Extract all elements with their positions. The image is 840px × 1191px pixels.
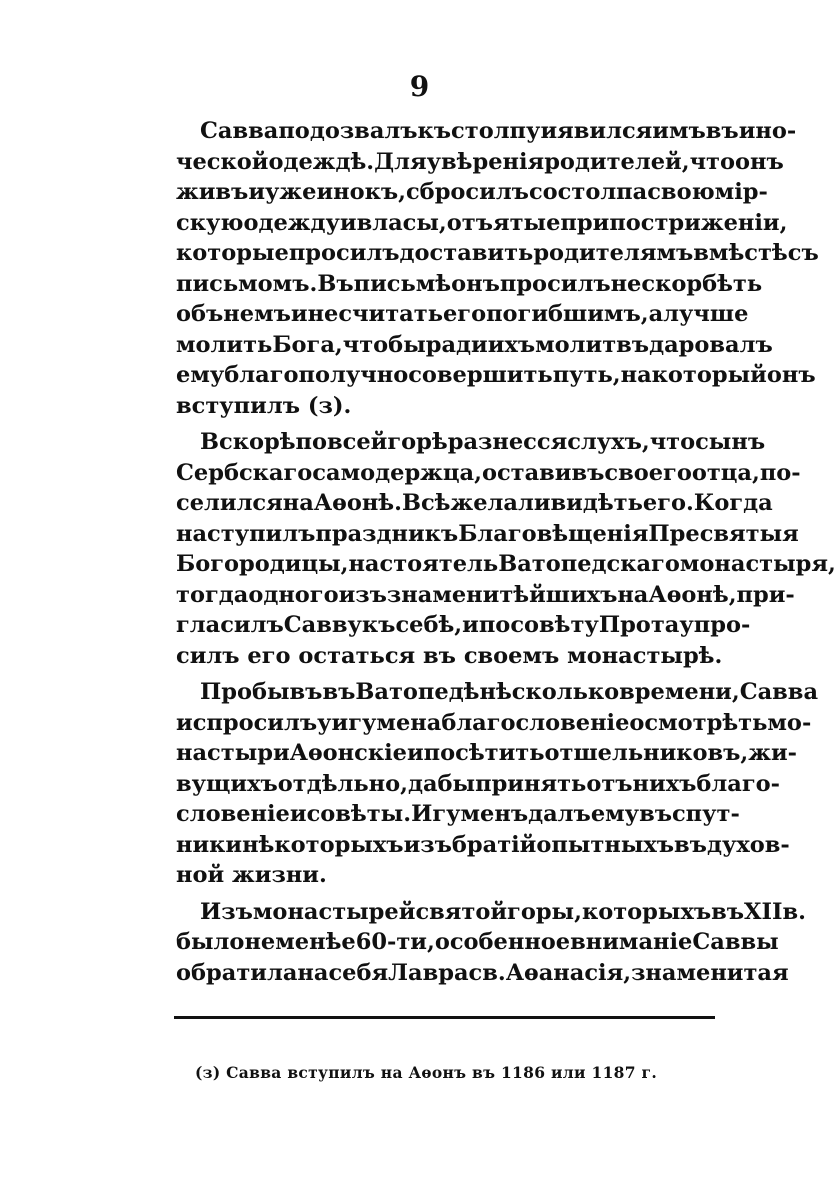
text-line: Вскорѣ по всей горѣ разнесся слухъ, что сынъ [200, 429, 766, 455]
text-line: Сербскаго самодержца, оставивъ своего отца, по- [176, 459, 801, 486]
text-line: живъ и уже инокъ, сбросилъ со столпа свою мір- [176, 179, 768, 205]
footnote: (з) Савва вступилъ на Аѳонъ въ 1186 или 1187 г. [195, 1063, 658, 1082]
text-line: молить Бога, чтобы ради ихъ молитвъ даровалъ [176, 331, 773, 358]
text-line: наступилъ праздникъ Благовѣщенія Пресвятыя [176, 520, 799, 547]
text-line: объ немъ и не считать его погибшимъ, а лучше [176, 301, 749, 327]
text-line: ческой одеждѣ. Для увѣренія родителей, что онъ [176, 148, 784, 175]
paragraph [176, 116, 819, 421]
text-line: словеніе и совѣты. Игуменъ далъ ему въ спут- [176, 801, 740, 827]
text-line: гласилъ Савву къ себѣ, и по совѣту Прота упро- [176, 612, 751, 638]
footnote-rule [174, 1016, 715, 1019]
text-line: испросилъ у игумена благословеніе осмотрѣть мо- [176, 709, 812, 736]
text-line: настыри Аѳонскіе и посѣтить отшельниковъ, жи- [176, 740, 797, 766]
text-line: вступилъ (з). [176, 392, 352, 419]
text-line: вущихъ отдѣльно, дабы принять отъ нихъ благо- [176, 770, 780, 797]
text-line: было не менѣе 60-ти, особенное вниманіе Саввы [176, 929, 779, 955]
text-line: ему благополучно совершить путь, на который онъ [176, 362, 816, 388]
text-line: Савва подозвалъ къ столпу и явился имъ въ ино- [200, 118, 797, 144]
text-line: ной жизни. [176, 862, 327, 888]
paragraph [176, 897, 807, 989]
text-line: скую одежду и власы, отъятые при постриженіи, [176, 209, 788, 236]
text-line: письмомъ. Въ письмѣ онъ просилъ не скорбѣть [176, 270, 763, 297]
text-line: ники нѣкоторыхъ изъ братій опытныхъ въ духов- [176, 831, 790, 858]
text-line: силъ его остаться въ своемъ монастырѣ. [176, 642, 723, 669]
text-line: Пробывъ въ Ватопедѣ нѣсколько времени, Савва [200, 679, 819, 705]
page-number: 9 [409, 70, 431, 103]
text-line: селился на Аѳонѣ. Всѣ желали видѣть его. Когда [176, 490, 773, 516]
body-text [176, 116, 836, 994]
text-line: которые просилъ доставить родителямъ вмѣстѣ съ [176, 240, 819, 266]
text-line: обратила на себя Лавра св. Аѳанасія, знаменитая [176, 959, 789, 986]
text-line: тогда одного изъ знаменитѣйшихъ на Аѳонѣ, при- [176, 581, 795, 608]
paragraph [176, 677, 819, 891]
text-line: Изъ монастырей святой горы, которыхъ въ XII в. [200, 898, 807, 925]
paragraph [176, 427, 836, 671]
text-line: Богородицы, настоятель Ватопедскаго монастыря, [176, 551, 836, 577]
